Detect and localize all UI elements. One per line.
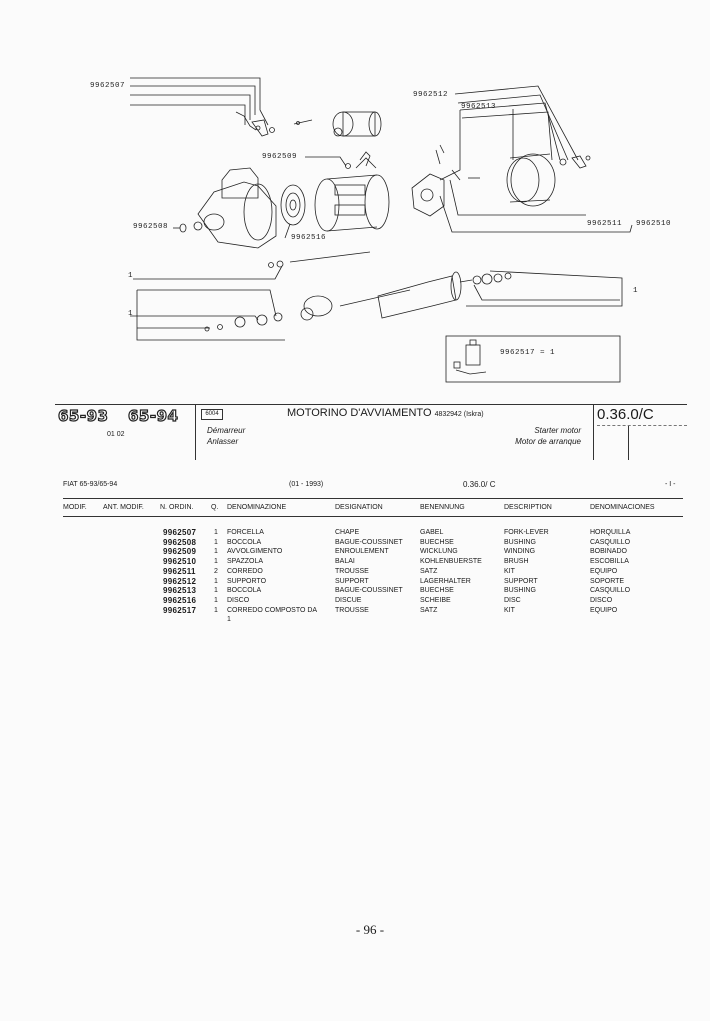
name-german: GABEL [420,529,444,536]
vehicle-label: FIAT 65-93/65-94 [63,481,118,488]
name-french: SUPPORT [335,577,369,585]
name-english: DISC [504,596,521,604]
title-french: Démarreur [207,426,246,435]
table-row [63,577,683,587]
name-spanish: CASQUILLO [590,538,631,546]
title-english: Starter motor [534,426,581,435]
name-french: TROUSSE [335,567,369,575]
quantity: 1 [214,538,218,546]
page-mark: - I - [665,481,676,488]
callout-qty-1-c: 1 [633,287,639,295]
name-spanish: BOBINADO [590,548,627,556]
name-italian: DISCO [227,596,250,604]
col-designation: DESIGNATION [335,504,383,511]
name-english: BUSHING [504,538,536,546]
table-row [63,557,683,567]
table-row [63,596,683,606]
name-german: SCHEIBE [420,596,451,604]
callout-9962511: 9962511 [587,220,623,228]
name-italian: AVVOLGIMENTO [227,548,283,556]
col-qty: Q. [211,504,219,511]
model-badge-65-94: 65-94 [128,407,179,425]
quantity: 1 [214,587,218,595]
col-description: DESCRIPTION [504,504,552,511]
name-french: BALAI [335,558,355,566]
quantity: 1 [214,596,218,604]
model-badge-65-93: 65-93 [58,407,109,425]
table-row [63,586,683,596]
callout-9962513: 9962513 [461,103,497,111]
name-spanish: EQUIPO [590,606,618,614]
name-spanish: ESCOBILLA [590,558,629,566]
name-italian: BOCCOLA [227,538,262,546]
name-french: TROUSSE [335,606,369,614]
table-row [63,606,683,616]
name-english: KIT [504,567,515,575]
quantity: 1 [214,529,218,536]
callout-9962517: 9962517 ≈ 1 [500,349,556,357]
part-number: 9962510 [163,557,197,567]
name-spanish: CASQUILLO [590,587,631,595]
title-italian: MOTORINO D'AVVIAMENTO 4832942 (Iskra) [287,407,484,419]
name-english: BUSHING [504,587,536,595]
date-label: (01 - 1993) [289,481,324,488]
table-row [63,538,683,548]
callout-9962508: 9962508 [133,223,169,231]
reference-number: 0.36.0/C [597,406,654,423]
callout-9962507: 9962507 [90,82,126,90]
name-german: SATZ [420,567,438,575]
name-french: ENROULEMENT [335,548,389,556]
col-n-ordin: N. ORDIN. [160,504,194,511]
part-number: 9962516 [163,595,197,605]
name-german: BUECHSE [420,538,454,546]
quantity: 2 [214,567,218,575]
quantity: 1 [214,577,218,585]
part-number: 9962509 [163,547,197,557]
title-german: Anlasser [207,437,239,446]
part-number: 9962513 [163,586,197,596]
name-english: FORK-LEVER [504,529,549,536]
title-spanish: Motor de arranque [515,437,581,446]
col-ant-modif: ANT. MODIF. [103,504,144,511]
name-english: BRUSH [504,558,529,566]
table-row [63,547,683,557]
page-number: - 96 - [355,922,385,937]
name-italian: BOCCOLA [227,587,262,595]
name-spanish: DISCO [590,596,613,604]
col-benennung: BENENNUNG [420,504,465,511]
name-spanish: SOPORTE [590,577,625,585]
name-french: CHAPE [335,529,360,536]
table-row [63,528,683,538]
name-german: BUECHSE [420,587,454,595]
col-denominaciones: DENOMINACIONES [590,504,655,511]
exploded-parts-diagram [0,0,710,400]
kit-contents-quantity: 1 [227,616,231,624]
name-french: BAGUE-COUSSINET [335,587,403,595]
name-german: LAGERHALTER [420,577,471,585]
callout-9962516: 9962516 [291,234,327,242]
quantity: 1 [214,548,218,556]
part-number: 9962517 [163,605,197,615]
name-english: SUPPORT [504,577,538,585]
name-italian: CORREDO [227,567,263,575]
group-code: 6004 [201,409,223,420]
callout-qty-1-b: 1 [128,310,134,318]
name-english: WINDING [504,548,536,556]
callout-9962509: 9962509 [262,153,298,161]
name-italian: SPAZZOLA [227,558,264,566]
name-french: BAGUE-COUSSINET [335,538,403,546]
meta-reference: 0.36.0/ C [463,480,496,489]
name-french: DISCUE [335,596,362,604]
name-italian: SUPPORTO [227,577,267,585]
quantity: 1 [214,558,218,566]
col-denominazione: DENOMINAZIONE [227,504,287,511]
callout-qty-1-a: 1 [128,272,134,280]
meta-line [63,481,683,493]
col-modif: MODIF. [63,504,87,511]
name-spanish: HORQUILLA [590,529,631,536]
model-code: 01 02 [107,431,125,438]
part-number: 9962507 [163,528,197,537]
name-german: SATZ [420,606,438,614]
table-row [63,567,683,577]
name-spanish: EQUIPO [590,567,618,575]
quantity: 1 [214,606,218,614]
part-number: 9962512 [163,576,197,586]
section-header [55,404,687,460]
callout-9962512: 9962512 [413,91,449,99]
name-italian: FORCELLA [227,529,264,536]
name-german: KOHLENBUERSTE [420,558,482,566]
name-italian: CORREDO COMPOSTO DA [227,606,318,614]
name-german: WICKLUNG [420,548,458,556]
part-number: 9962511 [163,566,196,576]
part-number: 9962508 [163,537,197,547]
callout-9962510: 9962510 [636,220,672,228]
name-english: KIT [504,606,515,614]
